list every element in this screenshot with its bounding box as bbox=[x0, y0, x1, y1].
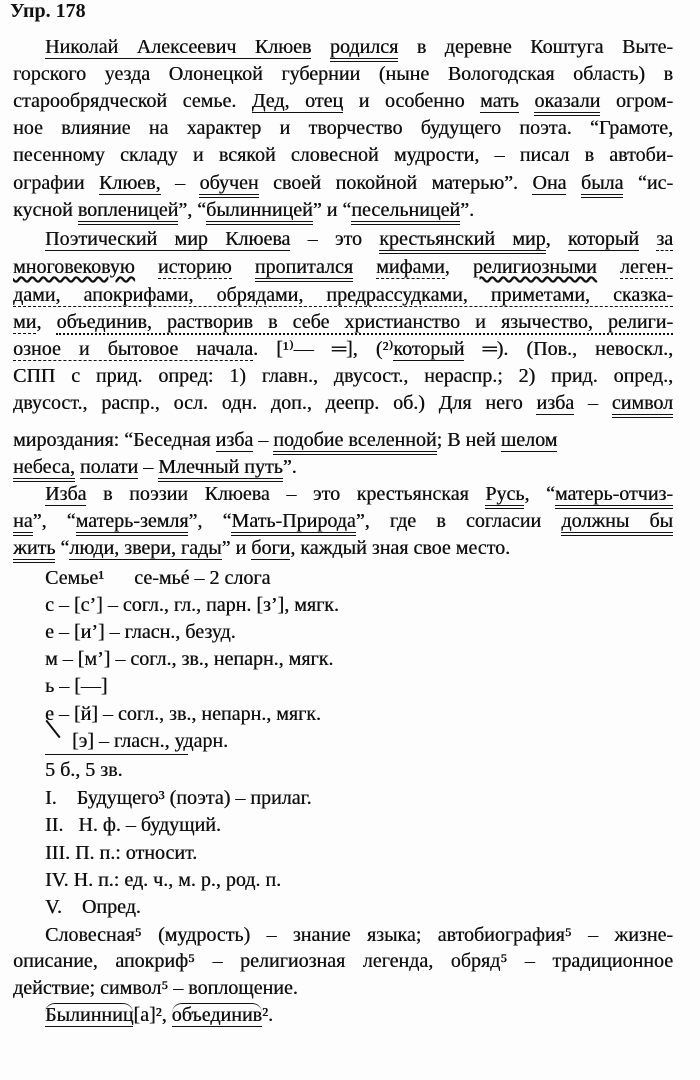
text-run: 5 б., 5 зв. bbox=[45, 759, 123, 781]
text-line-content bbox=[13, 88, 673, 114]
text-line-content bbox=[13, 170, 673, 196]
underlined-sentence-part: родился bbox=[330, 36, 398, 62]
text-run: м – [м’] – согл., зв., непарн., мягк. bbox=[45, 648, 334, 670]
text-run: ” и bbox=[221, 537, 252, 559]
underlined-sentence-part: подобие вселенной bbox=[273, 429, 436, 455]
text-line-content bbox=[13, 254, 673, 280]
text-line bbox=[45, 701, 321, 727]
text-line-content bbox=[45, 1002, 273, 1028]
text-line bbox=[45, 922, 673, 948]
text-line-content bbox=[13, 309, 673, 335]
text-line-content bbox=[13, 948, 673, 974]
text-line bbox=[45, 894, 141, 920]
text-line bbox=[13, 309, 673, 335]
text-line bbox=[45, 592, 339, 618]
underlined-sentence-part: Дед, отец bbox=[251, 90, 344, 112]
text-run: – это bbox=[290, 228, 380, 250]
text-line bbox=[13, 142, 673, 168]
text-line-content bbox=[45, 565, 270, 591]
underlined-sentence-part: люди, звери, гады bbox=[69, 537, 222, 559]
text-run: е – [й] – согл., зв., непарн., мягк. bbox=[45, 703, 321, 725]
text-line-content bbox=[45, 34, 673, 60]
text-line-content bbox=[45, 701, 321, 727]
text-line-content bbox=[13, 61, 673, 87]
text-run: мироздания: “Беседная bbox=[13, 429, 216, 451]
underlined-sentence-part: объединив, растворив в себе христианство и язычество, религи- bbox=[56, 311, 673, 333]
underlined-sentence-part: Она bbox=[532, 172, 567, 194]
text-line bbox=[13, 535, 510, 561]
text-line-content bbox=[45, 840, 197, 866]
text-run: , bbox=[36, 311, 57, 333]
text-run: Семье¹ се-мьé – 2 слога bbox=[45, 567, 271, 589]
text-run: ”, “ bbox=[178, 199, 207, 221]
underlined-sentence-part: должны бы bbox=[561, 510, 673, 536]
text-line bbox=[45, 646, 333, 672]
underlined-sentence-part: матерь-отчиз- bbox=[555, 483, 673, 509]
text-run: – bbox=[160, 172, 200, 194]
underlined-sentence-part: жить bbox=[13, 537, 55, 563]
text-line bbox=[45, 812, 221, 838]
underlined-sentence-part: Русь bbox=[485, 483, 524, 509]
text-run: огром- bbox=[600, 90, 673, 112]
text-line bbox=[13, 363, 673, 389]
underlined-sentence-part: мать bbox=[480, 90, 519, 112]
text-line-content bbox=[13, 508, 673, 534]
text-line bbox=[45, 785, 311, 811]
text-run: ь – [—] bbox=[45, 675, 108, 697]
text-run: IV. Н. п.: ед. ч., м. р., род. п. bbox=[45, 869, 282, 891]
text-line bbox=[13, 948, 673, 974]
text-run bbox=[597, 256, 620, 278]
text-line bbox=[13, 508, 673, 534]
text-run: песенному складу и всякой словесной мудрости, – писал в автоби- bbox=[13, 144, 673, 166]
text-run: и особенно bbox=[343, 90, 481, 112]
underlined-sentence-part: объединив bbox=[171, 1004, 262, 1026]
underlined-sentence-part: символ bbox=[612, 392, 673, 418]
underlined-sentence-part: Млечный путь bbox=[158, 456, 283, 482]
text-line bbox=[13, 88, 673, 114]
text-run: , bbox=[545, 228, 568, 250]
text-line bbox=[45, 840, 197, 866]
underlined-sentence-part: вопленицей bbox=[78, 199, 179, 225]
text-run: в деревне Коштуга Выте- bbox=[398, 36, 673, 58]
text-run: – bbox=[138, 456, 159, 478]
text-line bbox=[13, 61, 673, 87]
underlined-sentence-part: мифами bbox=[376, 256, 445, 278]
text-run: – bbox=[253, 429, 274, 451]
text-line bbox=[45, 481, 673, 507]
text-line bbox=[13, 254, 673, 280]
text-line-content bbox=[13, 363, 673, 389]
text-run bbox=[639, 228, 656, 250]
text-run bbox=[519, 90, 535, 112]
text-run: , “ bbox=[524, 483, 555, 505]
text-line-content bbox=[45, 592, 339, 618]
text-line-content bbox=[45, 812, 221, 838]
underlined-sentence-part: ми bbox=[13, 311, 37, 333]
text-line-content bbox=[13, 142, 673, 168]
underlined-sentence-part: озное и бытовое начала bbox=[13, 338, 254, 360]
underlined-sentence-part: дами, апокрифами, обрядами, предрассудками, приметами, сказка- bbox=[13, 284, 673, 306]
text-line-content bbox=[13, 336, 673, 362]
underlined-sentence-part: шелом bbox=[500, 429, 558, 451]
underlined-sentence-part: Николай Алексеевич Клюев bbox=[45, 36, 312, 58]
underlined-sentence-part: Клюев, bbox=[98, 172, 161, 194]
underlined-sentence-part: религиозными bbox=[472, 256, 597, 278]
text-line-content bbox=[13, 535, 510, 561]
text-run: [э] – гласн., ударн. bbox=[72, 730, 229, 752]
text-line-content bbox=[45, 226, 673, 252]
underlined-sentence-part: за bbox=[656, 228, 674, 250]
text-run: II. Н. ф. – будущий. bbox=[45, 814, 221, 836]
text-run: III. П. п.: относит. bbox=[45, 842, 198, 864]
text-run: старообрядческой семье. bbox=[13, 90, 252, 112]
text-run: кусной bbox=[13, 199, 78, 221]
text-run: ”, “ bbox=[188, 510, 232, 532]
phonetic-summary-rule bbox=[45, 754, 188, 755]
text-run: “ис- bbox=[623, 172, 673, 194]
text-run: в поэзии Клюева – это крестьянская bbox=[86, 483, 486, 505]
text-run: ное влияние на характер и творчество будущего поэта. “Грамоте, bbox=[13, 117, 673, 139]
text-line bbox=[45, 1002, 273, 1028]
text-run: – bbox=[574, 392, 612, 414]
underlined-sentence-part: оказали bbox=[534, 90, 600, 116]
underlined-sentence-part: историю bbox=[157, 256, 232, 278]
text-line bbox=[45, 565, 270, 591]
text-run: е – [и’] – гласн., безуд. bbox=[45, 621, 236, 643]
text-run: действие; символ⁵ – воплощение. bbox=[13, 977, 298, 999]
text-run: I. Будущего³ (поэта) – прилаг. bbox=[45, 787, 312, 809]
text-line bbox=[13, 197, 474, 223]
text-line-content bbox=[13, 282, 673, 308]
text-run: , bbox=[161, 1004, 172, 1026]
text-run: , bbox=[444, 256, 473, 278]
text-run: ═). (Пов., невоскл., bbox=[464, 338, 674, 360]
text-line bbox=[45, 757, 123, 783]
text-run: ”. bbox=[282, 456, 297, 478]
text-run: горского уезда Олонецкой губернии (ныне Вологодская область) в bbox=[13, 63, 673, 85]
text-run: Словесная⁵ (мудрость) – знание языка; автобиография⁵ – жизне- bbox=[45, 924, 673, 946]
text-line-content bbox=[45, 757, 123, 783]
underlined-sentence-part: многовековую bbox=[13, 256, 135, 278]
text-run bbox=[311, 36, 330, 58]
underlined-sentence-part: Мать-Природа bbox=[231, 510, 355, 536]
text-line bbox=[13, 282, 673, 308]
text-line-content bbox=[45, 785, 311, 811]
text-line-content bbox=[45, 894, 141, 920]
underlined-sentence-part: леген- bbox=[619, 256, 673, 278]
underlined-sentence-part: крестьянский мир bbox=[379, 228, 545, 254]
text-run bbox=[135, 256, 158, 278]
text-line bbox=[45, 673, 107, 699]
text-line bbox=[72, 728, 228, 754]
text-run: с – [с’] – согл., гл., парн. [з’], мягк. bbox=[45, 594, 339, 616]
text-line bbox=[13, 454, 297, 480]
text-run bbox=[566, 172, 580, 194]
text-line-content bbox=[45, 922, 673, 948]
text-line bbox=[45, 226, 673, 252]
text-line-content bbox=[45, 619, 236, 645]
text-line bbox=[13, 115, 673, 141]
text-line bbox=[45, 867, 281, 893]
underlined-sentence-part: Былинниц bbox=[45, 1004, 134, 1026]
text-run: “ bbox=[55, 537, 70, 559]
text-line-content bbox=[13, 975, 298, 1001]
underlined-sentence-part: боги bbox=[251, 537, 291, 559]
text-line bbox=[45, 619, 236, 645]
text-line-content bbox=[13, 454, 297, 480]
text-run bbox=[353, 256, 376, 278]
text-line-content bbox=[13, 197, 474, 223]
text-run: , каждый зная свое место. bbox=[290, 537, 511, 559]
text-run: ; В ней bbox=[436, 429, 501, 451]
text-run: ². bbox=[262, 1004, 273, 1026]
underlined-sentence-part: песельницей bbox=[351, 199, 460, 225]
underlined-sentence-part: изба bbox=[215, 429, 254, 451]
underlined-sentence-part: была bbox=[581, 172, 623, 198]
text-line bbox=[13, 390, 673, 416]
underlined-sentence-part: который bbox=[567, 228, 639, 250]
underlined-sentence-part: который bbox=[393, 338, 465, 360]
text-line bbox=[13, 975, 298, 1001]
text-line bbox=[45, 34, 673, 60]
underlined-sentence-part: полати bbox=[79, 456, 139, 478]
underlined-sentence-part: на bbox=[13, 510, 33, 536]
text-run: ”. bbox=[460, 199, 474, 221]
text-line bbox=[13, 336, 673, 362]
text-run: [а]² bbox=[133, 1004, 162, 1026]
exercise-title: Упр. 178 bbox=[10, 0, 86, 22]
underlined-sentence-part: небеса, bbox=[13, 456, 75, 482]
text-run: ”, “ bbox=[32, 510, 76, 532]
text-run: ографии bbox=[13, 172, 99, 194]
text-line bbox=[13, 427, 557, 453]
underlined-sentence-part: пропитался bbox=[255, 256, 353, 282]
underlined-sentence-part: изба bbox=[536, 392, 575, 414]
text-line-content bbox=[45, 673, 107, 699]
underlined-sentence-part: Изба bbox=[45, 483, 87, 505]
text-run: двусост., распр., осл. одн. доп., деепр. об.) Для него bbox=[13, 392, 537, 414]
text-run: ” и “ bbox=[312, 199, 352, 221]
text-line bbox=[13, 170, 673, 196]
text-run: СПП с прид. опред: 1) главн., двусост., нераспр.; 2) прид. опред., bbox=[13, 365, 673, 387]
text-run: описание, апокриф⁵ – религиозная легенда, обряд⁵ – традиционное bbox=[13, 950, 673, 972]
text-run: . [¹⁾— ═], (²⁾ bbox=[253, 338, 394, 360]
text-line-content bbox=[72, 728, 228, 754]
underlined-sentence-part: матерь-земля bbox=[76, 510, 189, 536]
text-line-content bbox=[13, 115, 673, 141]
underlined-sentence-part: Поэтический мир Клюева bbox=[45, 228, 291, 250]
text-line-content bbox=[13, 427, 557, 453]
text-line-content bbox=[45, 867, 281, 893]
text-line-content bbox=[45, 481, 673, 507]
text-line-content bbox=[45, 646, 333, 672]
text-run: ”, где в согласии bbox=[355, 510, 562, 532]
underlined-sentence-part: былинницей bbox=[206, 199, 313, 225]
underlined-sentence-part: обучен bbox=[199, 172, 258, 198]
text-line-content bbox=[13, 390, 673, 416]
text-run bbox=[232, 256, 255, 278]
text-run: V. Опред. bbox=[45, 896, 141, 918]
text-run: своей покойной матерью”. bbox=[258, 172, 533, 194]
